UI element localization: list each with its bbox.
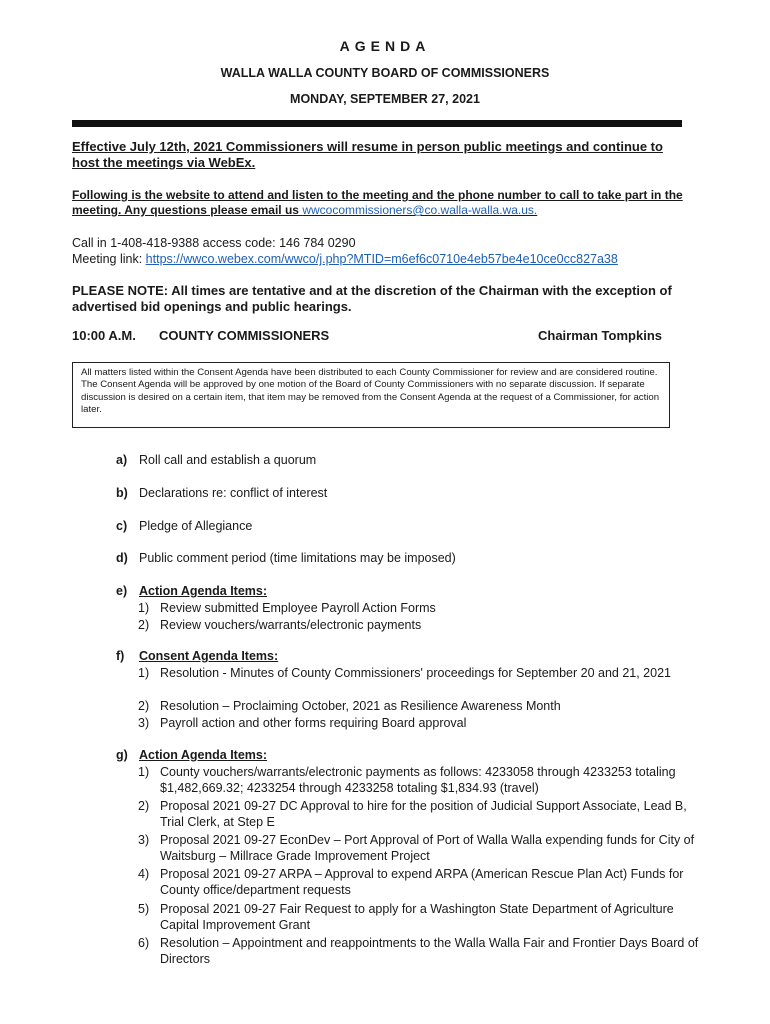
session-chair: Chairman Tompkins bbox=[537, 328, 662, 343]
sub-number: 1) bbox=[138, 666, 150, 680]
item-letter: b) bbox=[116, 486, 128, 500]
item-text: Roll call and establish a quorum bbox=[139, 453, 317, 467]
session-body: COUNTY COMMISSIONERS bbox=[159, 328, 330, 343]
board-name: WALLA WALLA COUNTY BOARD OF COMMISSIONERS bbox=[220, 66, 550, 80]
consent-agenda-box: All matters listed within the Consent Agenda have been distributed to each County Commissioner for review and are considered routine. The Consent Agenda will be approved by one motion of the Board of County Commissioners with no separate discussion. If separate discussion is desired on a certain item, that item may be removed from the Consent Agenda at the request of a Commissioner, for action later. bbox=[72, 362, 670, 428]
sub-text: Proposal 2021 09-27 EconDev – Port Approval of Port of Walla Walla expending funds for City of Waitsburg – Millrace Grade Improvement Project bbox=[160, 833, 695, 863]
item-text: Declarations re: conflict of interest bbox=[139, 486, 328, 500]
sub-text: Proposal 2021 09-27 ARPA – Approval to expend ARPA (American Rescue Plan Act) Funds for County office/department requests bbox=[160, 867, 684, 897]
meeting-details bbox=[72, 235, 687, 267]
please-note: PLEASE NOTE: All times are tentative and at the discretion of the Chairman with the exception of advertised bid openings and public hearings. bbox=[72, 283, 672, 314]
header-divider bbox=[72, 120, 682, 127]
sub-text: Resolution – Appointment and reappointments to the Walla Walla Fair and Frontier Days Board of Directors bbox=[160, 936, 699, 966]
sub-number: 1) bbox=[138, 601, 150, 615]
item-heading: Consent Agenda Items: bbox=[139, 649, 279, 663]
meeting-link-label: Meeting link: bbox=[72, 252, 143, 266]
webex-instructions bbox=[72, 188, 687, 218]
item-letter: g) bbox=[116, 748, 128, 762]
item-letter: d) bbox=[116, 551, 128, 565]
sub-text: Proposal 2021 09-27 DC Approval to hire for the position of Judicial Support Associate, Lead B, Trial Clerk, at Step E bbox=[160, 799, 687, 829]
item-text: Public comment period (time limitations may be imposed) bbox=[139, 551, 456, 565]
webex-instructions-text: Following is the website to attend and listen to the meeting and the phone number to call to take part in the meeting. Any questions please email us bbox=[72, 188, 683, 217]
sub-number: 5) bbox=[138, 902, 150, 916]
meeting-date: MONDAY, SEPTEMBER 27, 2021 bbox=[290, 92, 480, 106]
sub-number: 1) bbox=[138, 765, 150, 779]
session-time: 10:00 A.M. bbox=[72, 328, 136, 343]
sub-number: 6) bbox=[138, 936, 150, 950]
agenda-title: AGENDA bbox=[339, 38, 431, 54]
sub-number: 2) bbox=[138, 699, 150, 713]
item-text: Pledge of Allegiance bbox=[139, 519, 253, 533]
sub-text: Review submitted Employee Payroll Action Forms bbox=[160, 601, 436, 615]
call-in-info: Call in 1-408-418-9388 access code: 146 784 0290 bbox=[72, 236, 356, 250]
item-letter: c) bbox=[116, 519, 128, 533]
in-person-notice: Effective July 12th, 2021 Commissioners will resume in person public meetings and continue to host the meetings via WebEx. bbox=[72, 139, 663, 170]
sub-number: 2) bbox=[138, 799, 150, 813]
sub-text: Resolution – Proclaiming October, 2021 as Resilience Awareness Month bbox=[160, 699, 561, 713]
sub-text: Proposal 2021 09-27 Fair Request to apply for a Washington State Department of Agriculture Capital Improvement Grant bbox=[160, 902, 674, 932]
commissioners-email-link[interactable]: wwcocommissioners@co.walla-walla.wa.us. bbox=[302, 203, 538, 217]
sub-text: Payroll action and other forms requiring Board approval bbox=[160, 716, 467, 730]
item-letter: e) bbox=[116, 584, 128, 598]
sub-number: 2) bbox=[138, 618, 150, 632]
sub-text: County vouchers/warrants/electronic payments as follows: 4233058 through 4233253 totaling $1,482,669.32; 4233254 through 4233258 totaling $1,834.93 (travel) bbox=[160, 765, 676, 795]
item-heading: Action Agenda Items: bbox=[139, 748, 268, 762]
sub-text: Review vouchers/warrants/electronic payments bbox=[160, 618, 422, 632]
sub-number: 4) bbox=[138, 867, 150, 881]
item-letter: f) bbox=[116, 649, 125, 663]
meeting-link[interactable]: https://wwco.webex.com/wwco/j.php?MTID=m6ef6c0710e4eb57be4e10ce0cc827a38 bbox=[145, 252, 618, 266]
sub-number: 3) bbox=[138, 716, 150, 730]
sub-number: 3) bbox=[138, 833, 150, 847]
item-heading: Action Agenda Items: bbox=[139, 584, 268, 598]
item-letter: a) bbox=[116, 453, 128, 467]
sub-text: Resolution - Minutes of County Commissioners' proceedings for September 20 and 21, 2021 bbox=[160, 666, 671, 680]
